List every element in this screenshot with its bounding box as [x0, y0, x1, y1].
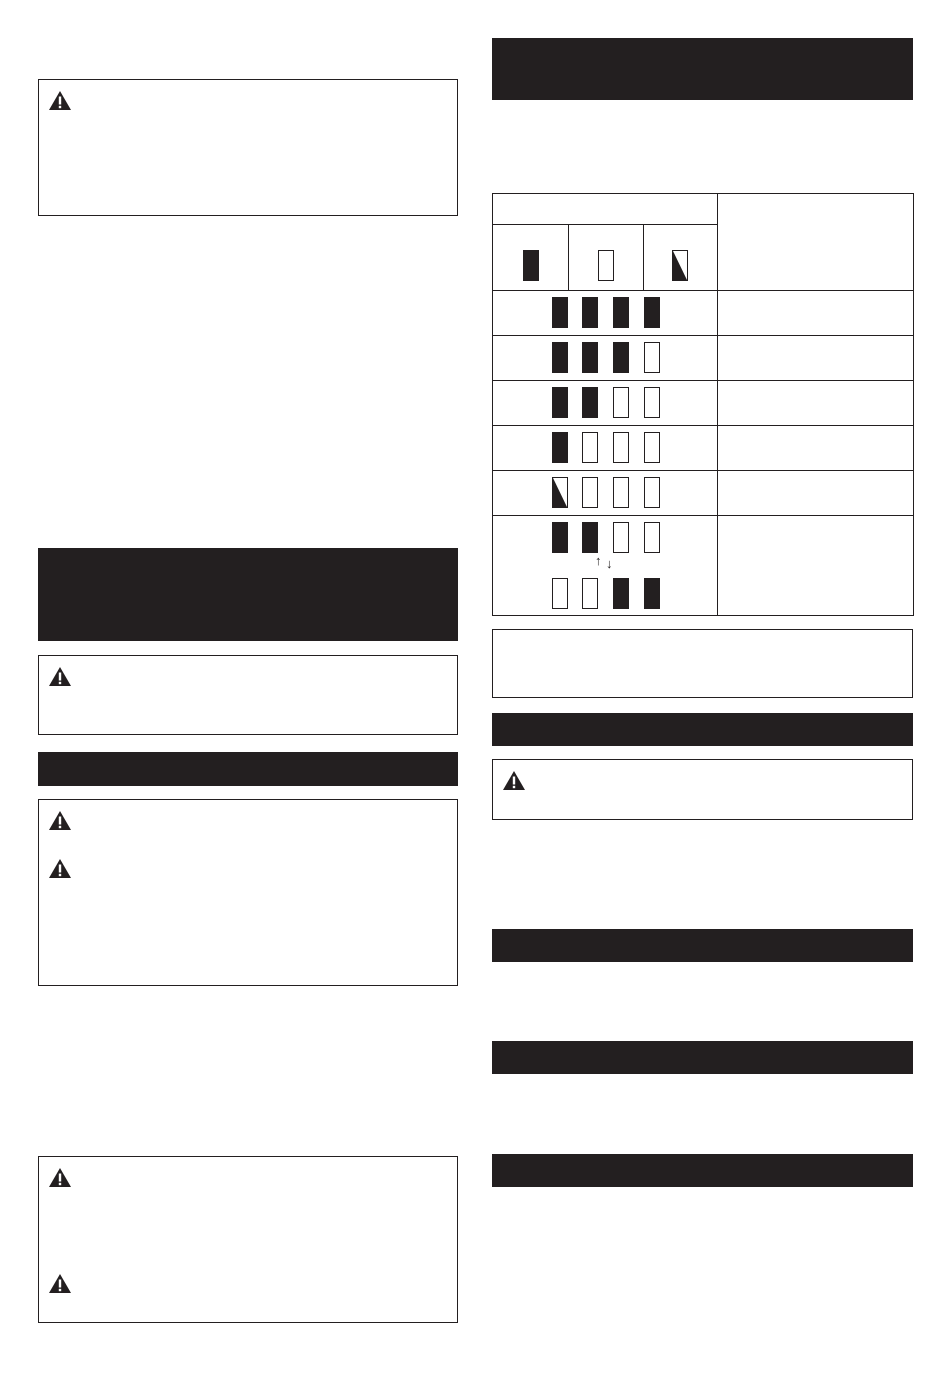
section-heading-bar [38, 752, 458, 786]
warning-icon [502, 770, 526, 791]
lamp-off-icon [552, 578, 568, 609]
lamp-on-icon [644, 297, 660, 328]
lamp-off-icon [644, 432, 660, 463]
indicator-lamp-table [492, 193, 914, 616]
lamp-row [493, 471, 718, 516]
lamp-on-icon [613, 342, 629, 373]
lamp-off-icon [644, 477, 660, 508]
warning-icon [48, 1273, 72, 1294]
warning-icon [48, 90, 72, 111]
note-box [492, 629, 913, 698]
capacity-cell [718, 471, 914, 516]
capacity-cell [718, 516, 914, 616]
warning-icon [48, 666, 72, 687]
lamp-on-icon [552, 342, 568, 373]
lamp-blinking-icon [672, 250, 688, 281]
lamp-row-alternating [493, 516, 718, 616]
capacity-cell [718, 426, 914, 471]
legend-lighted-cell [493, 225, 569, 291]
lamp-row [493, 336, 718, 381]
lamp-header-cell [493, 194, 718, 225]
lamp-lighted-icon [523, 250, 539, 281]
lamp-off-icon [644, 342, 660, 373]
caution-box-3 [38, 799, 458, 986]
lamp-row [493, 426, 718, 471]
warning-icon [48, 1167, 72, 1188]
lamp-off-icon [613, 432, 629, 463]
lamp-off-icon [613, 522, 629, 553]
caution-box-1 [38, 79, 458, 216]
capacity-cell [718, 336, 914, 381]
lamp-on-icon [552, 522, 568, 553]
section-heading-bar [492, 38, 913, 100]
lamp-row [493, 291, 718, 336]
lamp-on-icon [582, 522, 598, 553]
section-heading-bar [38, 548, 458, 641]
lamp-blink-icon [552, 477, 568, 508]
lamp-on-icon [582, 342, 598, 373]
section-heading-bar [492, 713, 913, 746]
capacity-header-cell [718, 194, 914, 291]
lamp-off-icon [613, 387, 629, 418]
lamp-off-icon [644, 387, 660, 418]
warning-icon [48, 810, 72, 831]
warning-icon [48, 858, 72, 879]
lamp-on-icon [552, 432, 568, 463]
lamp-off-icon [582, 432, 598, 463]
lamp-on-icon [582, 387, 598, 418]
capacity-cell [718, 381, 914, 426]
lamp-on-icon [644, 578, 660, 609]
arrow-up-icon: ↑ [595, 553, 602, 568]
lamp-on-icon [552, 297, 568, 328]
lamp-on-icon [552, 387, 568, 418]
lamp-off-icon [582, 477, 598, 508]
caution-box-4 [38, 1156, 458, 1323]
lamp-off-icon [582, 578, 598, 609]
caution-box-5 [492, 759, 913, 820]
capacity-cell [718, 291, 914, 336]
section-heading-bar [492, 929, 913, 962]
lamp-row [493, 381, 718, 426]
lamp-off-icon [644, 522, 660, 553]
legend-blinking-cell [644, 225, 718, 291]
legend-off-cell [569, 225, 644, 291]
lamp-on-icon [582, 297, 598, 328]
section-heading-bar [492, 1154, 913, 1187]
lamp-off-icon [613, 477, 629, 508]
lamp-on-icon [613, 297, 629, 328]
lamp-off-icon [598, 250, 614, 281]
arrow-down-icon: ↓ [606, 556, 613, 571]
lamp-on-icon [613, 578, 629, 609]
section-heading-bar [492, 1041, 913, 1074]
caution-box-2 [38, 655, 458, 735]
